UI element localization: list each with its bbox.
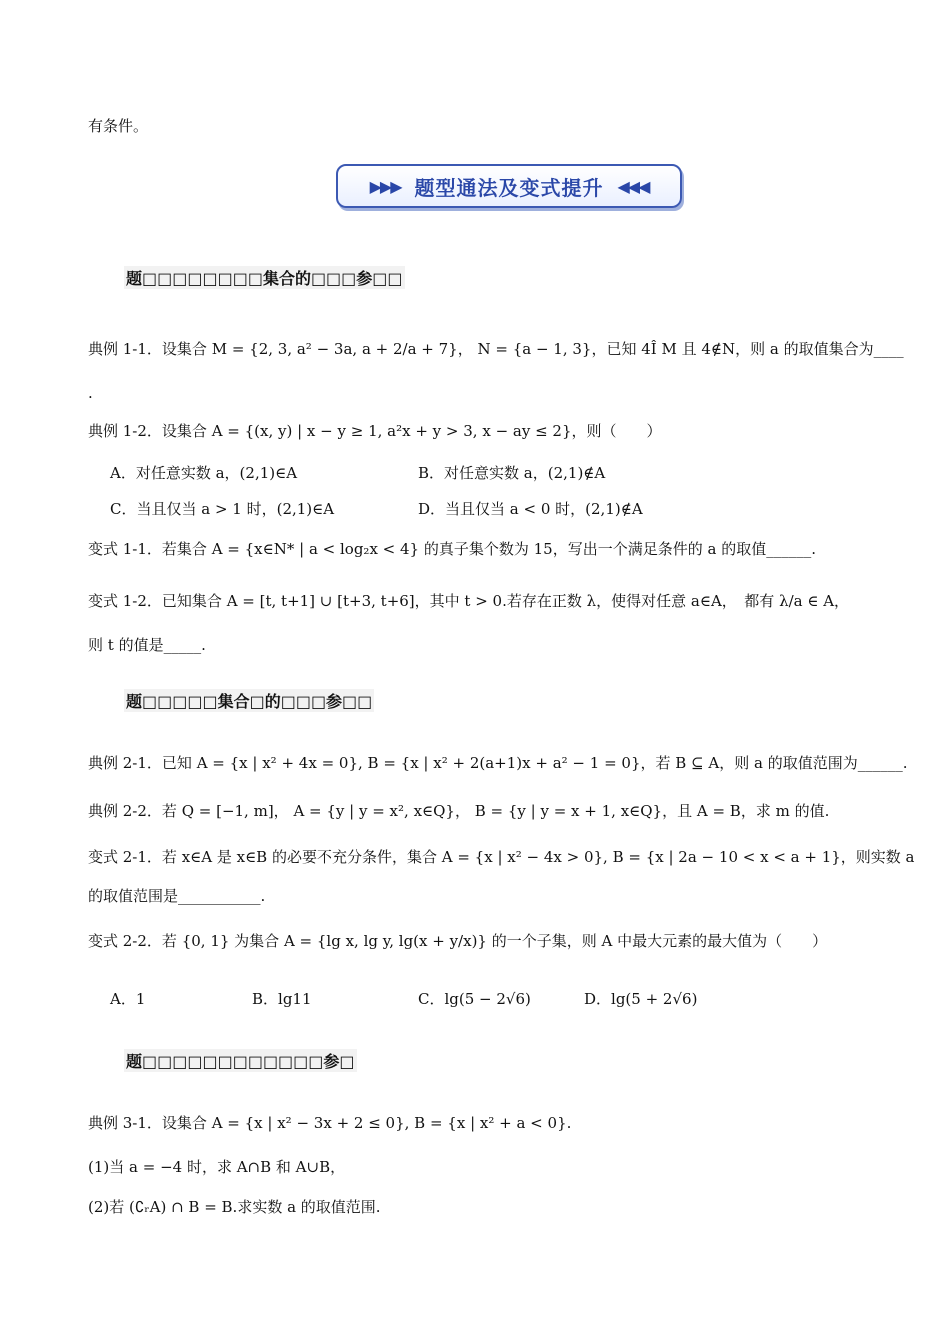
example-1-2-option-d: D．当且仅当 a < 0 时，(2,1)∉A (418, 500, 643, 518)
example-3-1: 典例 3-1．设集合 A = {x | x² − 3x + 2 ≤ 0}, B = {x | x² + a < 0}. (88, 1114, 572, 1132)
variant-1-2: 变式 1-2．已知集合 A = [t, t+1] ∪ [t+3, t+6]，其中 t > 0.若存在正数 λ，使得对任意 a∈A， 都有 λ/a ∈ A， (88, 592, 850, 610)
variant-2-2-option-c: C．lg(5 − 2√6) (418, 990, 531, 1008)
heading-type-2: 题□□□□□集合□的□□□参□□ (124, 689, 374, 712)
banner-title: 题型通法及变式提升 (414, 175, 604, 200)
heading-type-3: 题□□□□□□□□□□□□参□ (124, 1049, 357, 1072)
variant-1-1: 变式 1-1．若集合 A = {x∈N* | a < log₂x < 4} 的真子集个数为 15，写出一个满足条件的 a 的取值______. (88, 540, 816, 558)
example-1-2-option-a: A．对任意实数 a，(2,1)∈A (110, 464, 298, 482)
example-1-1: 典例 1-1．设集合 M = {2, 3, a² − 3a, a + 2/a + 7}， N = {a − 1, 3}，已知 4Î M 且 4∉N，则 a 的取值集合为____ (88, 340, 904, 358)
left-arrows-icon: ◀◀◀ (617, 176, 649, 196)
variant-2-2: 变式 2-2．若 {0, 1} 为集合 A = {lg x, lg y, lg(x + y/x)} 的一个子集，则 A 中最大元素的最大值为（ ） (88, 932, 828, 950)
example-2-2: 典例 2-2．若 Q = [−1, m]， A = {y | y = x², x∈Q}， B = {y | y = x + 1, x∈Q}，且 A = B，求 m 的值. (88, 802, 830, 820)
example-3-1-part-1: (1)当 a = −4 时，求 A∩B 和 A∪B， (88, 1158, 346, 1176)
variant-2-1-end: 的取值范围是___________. (88, 887, 266, 905)
section-banner (336, 164, 682, 208)
example-1-1-end: . (88, 384, 93, 402)
example-1-2-option-c: C．当且仅当 a > 1 时，(2,1)∈A (110, 500, 335, 518)
example-3-1-part-2: (2)若 (∁ᵣA) ∩ B = B.求实数 a 的取值范围. (88, 1198, 381, 1216)
variant-2-1: 变式 2-1．若 x∈A 是 x∈B 的必要不充分条件，集合 A = {x | x² − 4x > 0}, B = {x | 2a − 10 < x < a + 1}，则实数 a (88, 848, 915, 866)
example-1-2-option-b: B．对任意实数 a，(2,1)∉A (418, 464, 606, 482)
heading-type-1: 题□□□□□□□□集合的□□□参□□ (124, 266, 405, 289)
variant-1-2-end: 则 t 的值是_____. (88, 636, 206, 654)
example-2-1: 典例 2-1．已知 A = {x | x² + 4x = 0}, B = {x | x² + 2(a+1)x + a² − 1 = 0}，若 B ⊆ A，则 a 的取值范围为______. (88, 754, 908, 772)
variant-2-2-option-d: D．lg(5 + 2√6) (584, 990, 698, 1008)
right-arrows-icon: ▶▶▶ (369, 176, 401, 196)
top-text: 有条件。 (88, 117, 149, 135)
variant-2-2-option-a: A．1 (110, 990, 146, 1008)
variant-2-2-option-b: B．lg11 (252, 990, 312, 1008)
example-1-2: 典例 1-2．设集合 A = {(x, y) | x − y ≥ 1, a²x + y > 3, x − ay ≤ 2}，则（ ） (88, 422, 662, 440)
